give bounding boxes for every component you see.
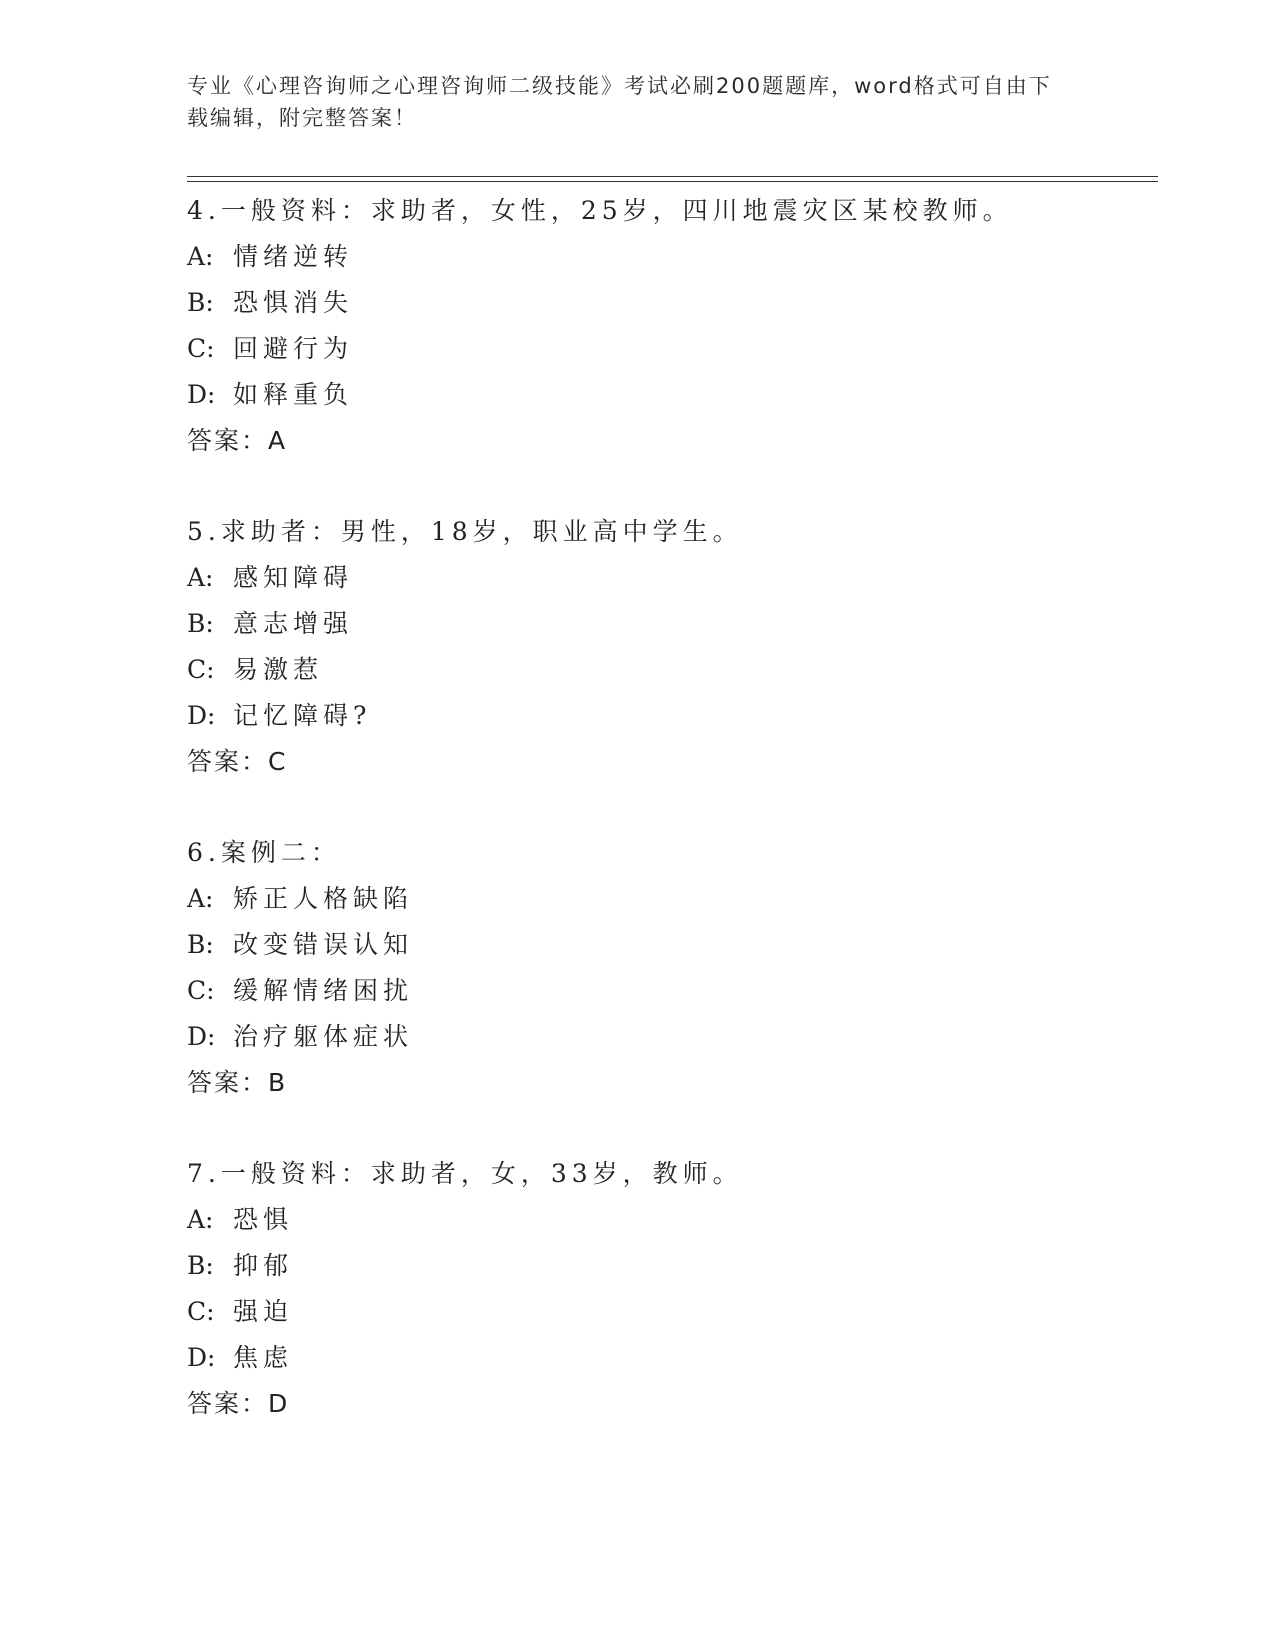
option-text: 恐惧消失	[233, 288, 354, 317]
option-text: 如释重负	[233, 380, 354, 409]
document-header: 专业《心理咨询师之心理咨询师二级技能》考试必刷200题题库，word格式可自由下载编辑，附完整答案！	[187, 74, 1052, 130]
option-text: 矫正人格缺陷	[233, 884, 414, 913]
option-letter: D:	[187, 1343, 216, 1372]
option-letter: D:	[187, 1022, 216, 1051]
question-stem: 4.一般资料：求助者，女性，25岁，四川地震灾区某校教师。	[187, 196, 1013, 225]
option-d	[187, 1014, 1167, 1060]
option-letter: B:	[187, 1251, 214, 1280]
option-b	[187, 922, 1167, 968]
question-5	[187, 509, 1167, 785]
option-letter: A:	[187, 563, 214, 592]
option-letter: D:	[187, 380, 216, 409]
question-7	[187, 1151, 1167, 1427]
option-letter: A:	[187, 242, 214, 271]
option-c	[187, 647, 1167, 693]
question-4	[187, 188, 1167, 464]
option-c	[187, 326, 1167, 372]
option-d	[187, 1335, 1167, 1381]
option-d	[187, 372, 1167, 418]
option-text: 焦虑	[233, 1343, 294, 1372]
option-letter: C:	[187, 976, 215, 1005]
option-letter: B:	[187, 609, 214, 638]
option-text: 改变错误认知	[233, 930, 414, 959]
option-letter: D:	[187, 701, 216, 730]
question-stem: 7.一般资料：求助者，女，33岁，教师。	[187, 1159, 743, 1188]
question-stem: 6.案例二：	[187, 838, 341, 867]
question-6	[187, 830, 1167, 1106]
answer-line: 答案：C	[187, 747, 288, 776]
option-letter: B:	[187, 930, 214, 959]
option-letter: C:	[187, 334, 215, 363]
option-text: 易激惹	[233, 655, 324, 684]
option-text: 恐惧	[233, 1205, 294, 1234]
question-stem: 5.求助者：男性，18岁，职业高中学生。	[187, 517, 743, 546]
option-letter: A:	[187, 1205, 214, 1234]
option-d	[187, 693, 1167, 739]
option-a	[187, 876, 1167, 922]
option-text: 情绪逆转	[233, 242, 354, 271]
option-letter: C:	[187, 1297, 215, 1326]
option-text: 记忆障碍?	[233, 701, 372, 730]
answer-line: 答案：D	[187, 1389, 290, 1418]
option-b	[187, 280, 1167, 326]
answer-line: 答案：B	[187, 1068, 288, 1097]
option-text: 感知障碍	[233, 563, 354, 592]
option-text: 意志增强	[233, 609, 354, 638]
option-letter: A:	[187, 884, 214, 913]
option-a	[187, 234, 1167, 280]
header-divider-bottom	[187, 181, 1158, 182]
option-c	[187, 968, 1167, 1014]
option-text: 缓解情绪困扰	[233, 976, 414, 1005]
answer-line: 答案：A	[187, 426, 288, 455]
option-a	[187, 555, 1167, 601]
option-text: 强迫	[233, 1297, 294, 1326]
header-divider-top	[187, 176, 1158, 177]
option-letter: B:	[187, 288, 214, 317]
option-text: 抑郁	[233, 1251, 294, 1280]
option-c	[187, 1289, 1167, 1335]
option-letter: C:	[187, 655, 215, 684]
option-text: 回避行为	[233, 334, 354, 363]
option-b	[187, 1243, 1167, 1289]
option-a	[187, 1197, 1167, 1243]
option-text: 治疗躯体症状	[233, 1022, 414, 1051]
option-b	[187, 601, 1167, 647]
question-list	[187, 188, 1167, 1427]
